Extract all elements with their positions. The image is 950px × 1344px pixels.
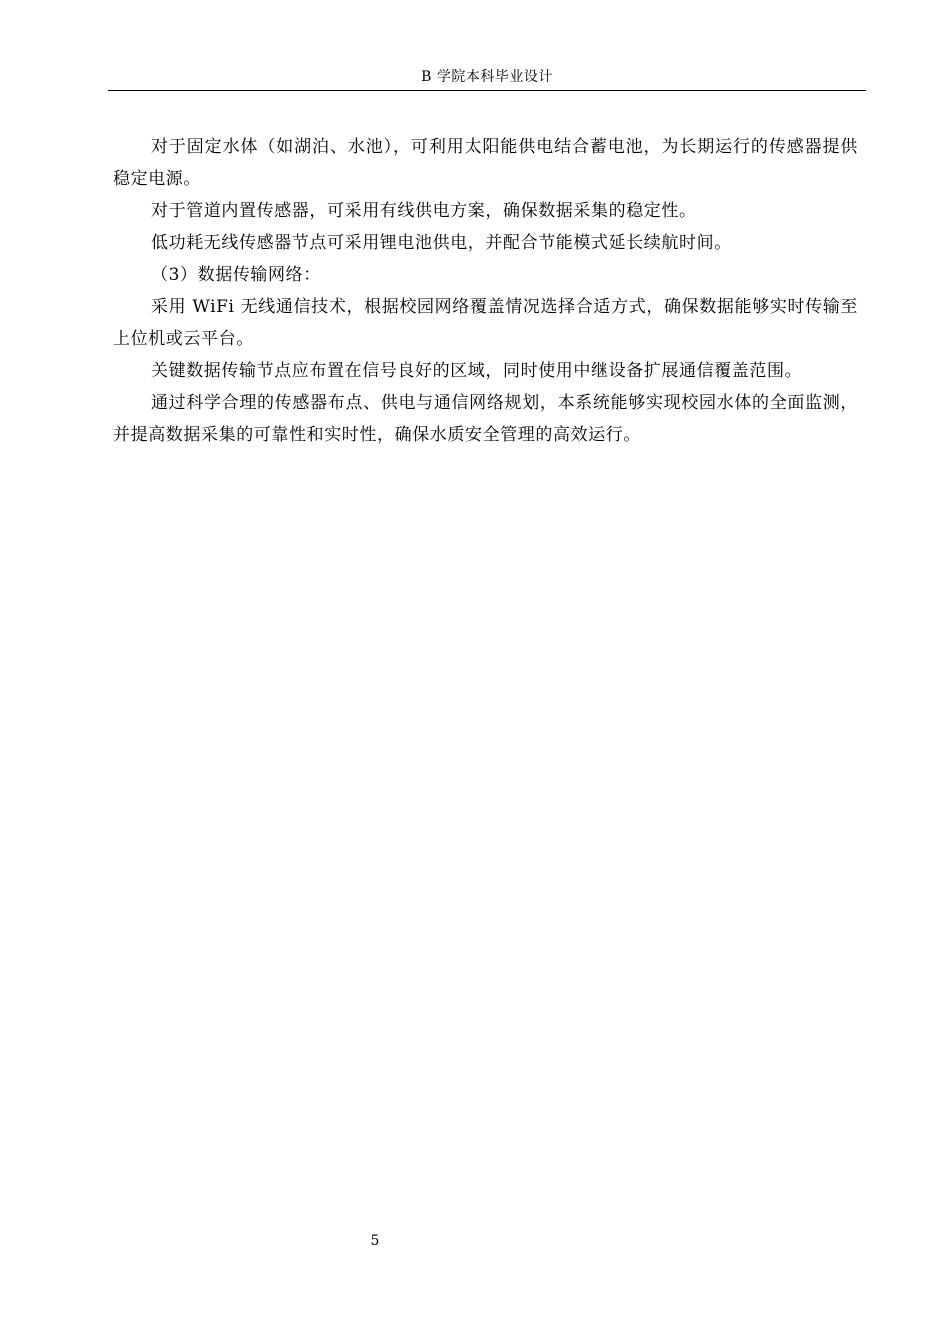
paragraph-summary: 通过科学合理的传感器布点、供电与通信网络规划，本系统能够实现校园水体的全面监测，并提高数据采集的可靠性和实时性，确保水质安全管理的高效运行。 (113, 393, 858, 445)
paragraph-battery-power: 低功耗无线传感器节点可采用锂电池供电，并配合节能模式延长续航时间。 (151, 233, 732, 253)
section-heading-data-network: （3）数据传输网络： (151, 265, 321, 285)
paragraph-wifi: 采用 WiFi 无线通信技术，根据校园网络覆盖情况选择合适方式，确保数据能够实时传输至上位机或云平台。 (113, 297, 858, 349)
paragraph-wired-power: 对于管道内置传感器，可采用有线供电方案，确保数据采集的稳定性。 (151, 201, 697, 221)
header-divider (108, 90, 866, 91)
paragraph-solar-power: 对于固定水体（如湖泊、水池），可利用太阳能供电结合蓄电池，为长期运行的传感器提供稳定电源。 (113, 137, 858, 189)
page-header: B 学院本科毕业设计 (421, 69, 553, 85)
body-text (113, 131, 858, 451)
page-number: 5 (370, 1233, 380, 1249)
paragraph-relay-nodes: 关键数据传输节点应布置在信号良好的区域，同时使用中继设备扩展通信覆盖范围。 (151, 361, 803, 381)
